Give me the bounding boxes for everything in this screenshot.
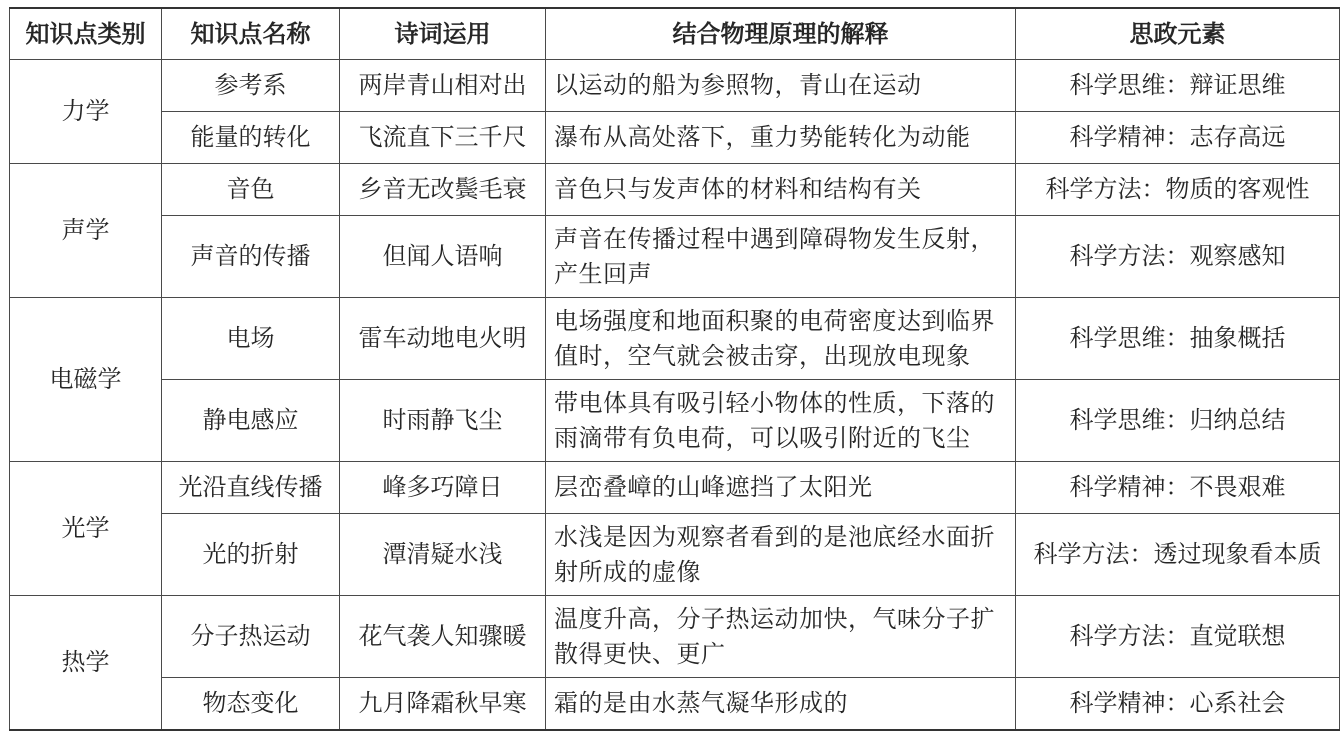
explanation-cell: 电场强度和地面积聚的电荷密度达到临界值时，空气就会被击穿，出现放电现象 bbox=[546, 298, 1016, 380]
table-row bbox=[10, 462, 1340, 514]
table-row bbox=[10, 380, 1340, 462]
header-element: 思政元素 bbox=[1016, 8, 1340, 60]
poem-cell: 但闻人语响 bbox=[340, 216, 546, 298]
explanation-cell: 瀑布从高处落下，重力势能转化为动能 bbox=[546, 112, 1016, 164]
header-category: 知识点类别 bbox=[10, 8, 162, 60]
header-name: 知识点名称 bbox=[162, 8, 340, 60]
explanation-cell: 声音在传播过程中遇到障碍物发生反射，产生回声 bbox=[546, 216, 1016, 298]
element-cell: 科学精神：志存高远 bbox=[1016, 112, 1340, 164]
name-cell: 能量的转化 bbox=[162, 112, 340, 164]
table-row bbox=[10, 514, 1340, 596]
header-poem: 诗词运用 bbox=[340, 8, 546, 60]
poem-cell: 九月降霜秋早寒 bbox=[340, 678, 546, 731]
element-cell: 科学方法：透过现象看本质 bbox=[1016, 514, 1340, 596]
poem-cell: 两岸青山相对出 bbox=[340, 60, 546, 112]
name-cell: 光沿直线传播 bbox=[162, 462, 340, 514]
category-cell: 热学 bbox=[10, 596, 162, 731]
name-cell: 光的折射 bbox=[162, 514, 340, 596]
explanation-cell: 温度升高，分子热运动加快，气味分子扩散得更快、更广 bbox=[546, 596, 1016, 678]
explanation-cell: 音色只与发声体的材料和结构有关 bbox=[546, 164, 1016, 216]
element-cell: 科学思维：归纳总结 bbox=[1016, 380, 1340, 462]
category-cell: 光学 bbox=[10, 462, 162, 596]
category-cell: 电磁学 bbox=[10, 298, 162, 462]
table-row bbox=[10, 678, 1340, 731]
table-row bbox=[10, 216, 1340, 298]
element-cell: 科学方法：直觉联想 bbox=[1016, 596, 1340, 678]
name-cell: 分子热运动 bbox=[162, 596, 340, 678]
physics-poetry-table bbox=[9, 7, 1340, 731]
poem-cell: 飞流直下三千尺 bbox=[340, 112, 546, 164]
poem-cell: 峰多巧障日 bbox=[340, 462, 546, 514]
explanation-cell: 水浅是因为观察者看到的是池底经水面折射所成的虚像 bbox=[546, 514, 1016, 596]
header-row bbox=[10, 8, 1340, 60]
name-cell: 音色 bbox=[162, 164, 340, 216]
element-cell: 科学思维：抽象概括 bbox=[1016, 298, 1340, 380]
explanation-cell: 带电体具有吸引轻小物体的性质，下落的雨滴带有负电荷，可以吸引附近的飞尘 bbox=[546, 380, 1016, 462]
poem-cell: 花气袭人知骤暖 bbox=[340, 596, 546, 678]
element-cell: 科学精神：心系社会 bbox=[1016, 678, 1340, 731]
name-cell: 参考系 bbox=[162, 60, 340, 112]
table-row bbox=[10, 596, 1340, 678]
poem-cell: 雷车动地电火明 bbox=[340, 298, 546, 380]
element-cell: 科学方法：观察感知 bbox=[1016, 216, 1340, 298]
element-cell: 科学思维：辩证思维 bbox=[1016, 60, 1340, 112]
name-cell: 声音的传播 bbox=[162, 216, 340, 298]
poem-cell: 潭清疑水浅 bbox=[340, 514, 546, 596]
table-row bbox=[10, 164, 1340, 216]
element-cell: 科学精神：不畏艰难 bbox=[1016, 462, 1340, 514]
explanation-cell: 霜的是由水蒸气凝华形成的 bbox=[546, 678, 1016, 731]
name-cell: 电场 bbox=[162, 298, 340, 380]
name-cell: 静电感应 bbox=[162, 380, 340, 462]
table-row bbox=[10, 60, 1340, 112]
header-explanation: 结合物理原理的解释 bbox=[546, 8, 1016, 60]
element-cell: 科学方法：物质的客观性 bbox=[1016, 164, 1340, 216]
table-row bbox=[10, 298, 1340, 380]
explanation-cell: 以运动的船为参照物，青山在运动 bbox=[546, 60, 1016, 112]
poem-cell: 乡音无改鬓毛衰 bbox=[340, 164, 546, 216]
category-cell: 力学 bbox=[10, 60, 162, 164]
poem-cell: 时雨静飞尘 bbox=[340, 380, 546, 462]
category-cell: 声学 bbox=[10, 164, 162, 298]
table-row bbox=[10, 112, 1340, 164]
explanation-cell: 层峦叠嶂的山峰遮挡了太阳光 bbox=[546, 462, 1016, 514]
name-cell: 物态变化 bbox=[162, 678, 340, 731]
